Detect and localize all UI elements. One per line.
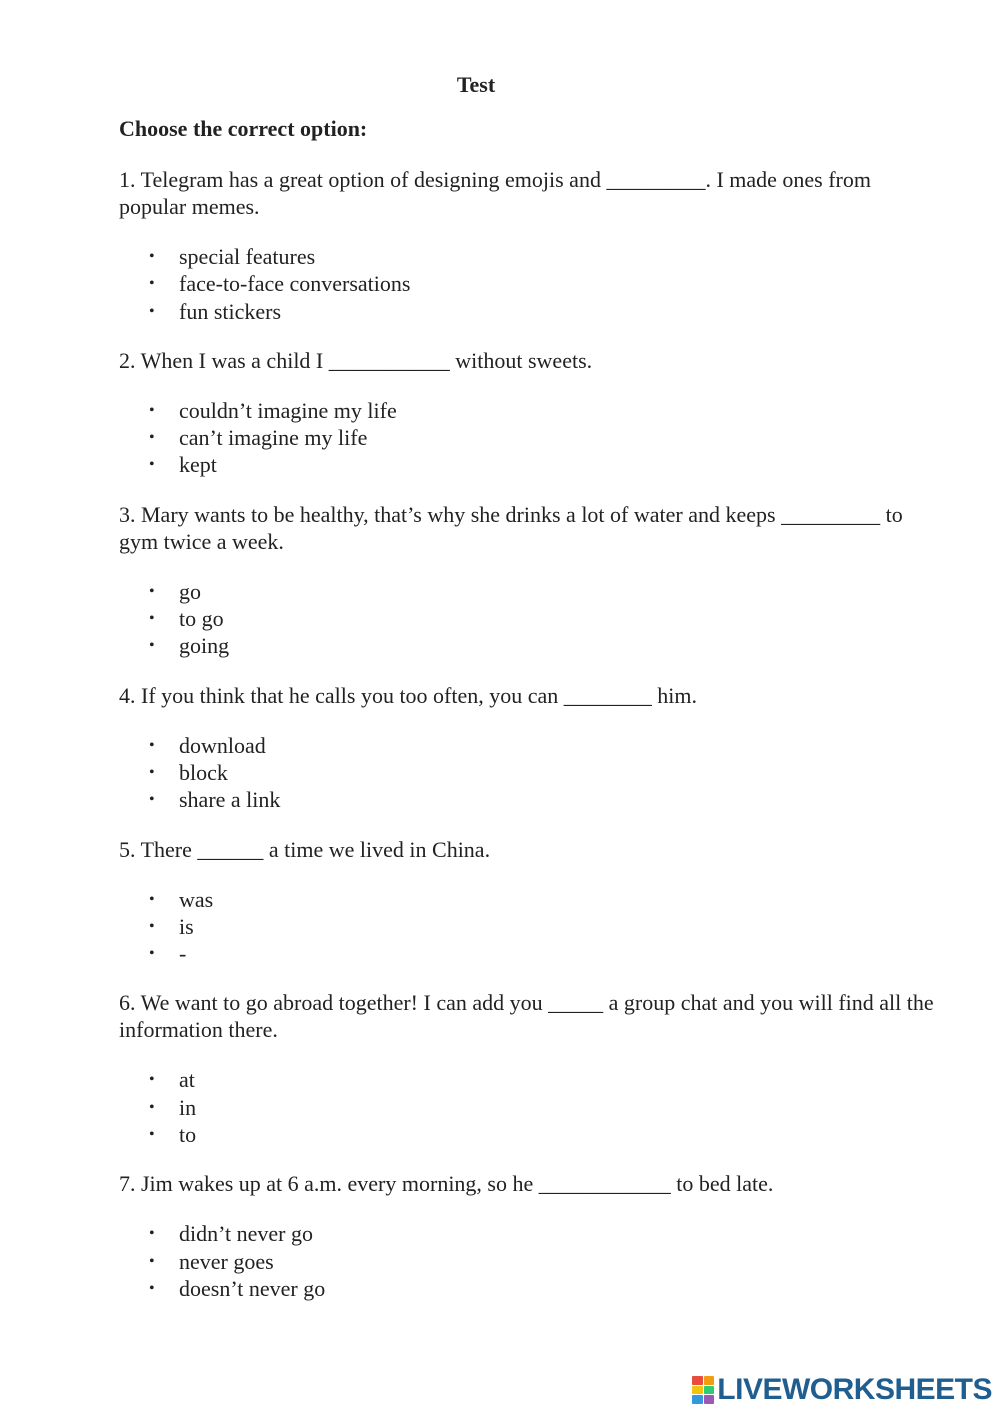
bullet-icon: • [149, 582, 155, 600]
option-item[interactable] [119, 759, 939, 786]
option-item[interactable] [119, 1121, 939, 1148]
option-label: fun stickers [179, 298, 282, 324]
question-text: 6. We want to go abroad together! I can add you _____ a group chat and you will find all the information there. [119, 990, 934, 1043]
logo-cell [704, 1386, 715, 1395]
logo-cell [704, 1395, 715, 1404]
option-item[interactable] [119, 1275, 939, 1302]
option-item[interactable] [119, 298, 939, 325]
option-label: go [179, 578, 201, 604]
bullet-icon: • [149, 637, 155, 655]
option-item[interactable] [119, 940, 939, 967]
question-2 [119, 347, 939, 479]
question-text: 4. If you think that he calls you too often, you can ________ him. [119, 682, 698, 708]
bullet-icon: • [149, 890, 155, 908]
option-item[interactable] [119, 397, 939, 424]
option-item[interactable] [119, 451, 939, 478]
question-text: 1. Telegram has a great option of designing emojis and _________. I made ones from popular memes. [119, 167, 871, 219]
liveworksheets-logo-icon [692, 1376, 714, 1404]
question-4 [119, 682, 939, 814]
option-label: can’t imagine my life [179, 425, 368, 451]
bullet-icon: • [149, 302, 155, 320]
brand-name: LIVEWORKSHEETS [717, 1373, 992, 1406]
option-item[interactable] [119, 632, 939, 659]
logo-cell [692, 1395, 703, 1404]
bullet-icon: • [149, 1252, 155, 1270]
option-item[interactable] [119, 578, 939, 605]
bullet-icon: • [149, 1071, 155, 1089]
option-label: to go [179, 606, 224, 632]
question-text: 5. There ______ a time we lived in China. [119, 836, 491, 862]
option-list [119, 732, 939, 814]
bullet-icon: • [149, 917, 155, 935]
bullet-icon: • [149, 1126, 155, 1144]
bullet-icon: • [149, 945, 155, 963]
question-6 [119, 989, 939, 1148]
option-list [119, 1220, 939, 1302]
logo-cell [692, 1376, 703, 1385]
option-label: share a link [179, 787, 281, 813]
option-label: to [179, 1122, 197, 1148]
page-title: Test [456, 72, 496, 97]
option-label: special features [179, 244, 316, 269]
question-text: 2. When I was a child I ___________ without sweets. [119, 347, 593, 373]
bullet-icon: • [149, 610, 155, 628]
option-list [119, 1066, 939, 1148]
logo-cell [692, 1386, 703, 1395]
option-label: face-to-face conversations [179, 271, 411, 297]
option-item[interactable] [119, 913, 939, 940]
option-item[interactable] [119, 732, 939, 759]
bullet-icon: • [149, 1098, 155, 1116]
option-list [119, 886, 939, 968]
option-list [119, 243, 939, 325]
option-label: couldn’t imagine my life [179, 397, 397, 423]
option-item[interactable] [119, 1094, 939, 1121]
question-3 [119, 501, 939, 660]
option-label: - [179, 941, 187, 967]
bullet-icon: • [149, 763, 155, 781]
question-list [119, 166, 939, 1302]
option-label: is [179, 913, 194, 939]
option-item[interactable] [119, 886, 939, 913]
option-label: going [179, 633, 230, 659]
bullet-icon: • [149, 275, 155, 293]
option-label: block [179, 759, 228, 785]
bullet-icon: • [149, 736, 155, 754]
option-label: kept [179, 452, 217, 478]
instruction-text: Choose the correct option: [119, 116, 368, 141]
logo-cell [704, 1376, 715, 1385]
option-item[interactable] [119, 786, 939, 813]
option-item[interactable] [119, 1220, 939, 1247]
option-item[interactable] [119, 1248, 939, 1275]
question-7 [119, 1170, 939, 1302]
option-label: at [179, 1067, 195, 1093]
option-label: download [179, 732, 266, 758]
option-item[interactable] [119, 270, 939, 297]
option-label: in [179, 1094, 197, 1120]
option-label: was [179, 886, 214, 912]
option-label: never goes [179, 1248, 274, 1274]
question-1 [119, 166, 939, 325]
bullet-icon: • [149, 1225, 155, 1243]
bullet-icon: • [149, 248, 155, 265]
option-list [119, 578, 939, 660]
option-item[interactable] [119, 424, 939, 451]
option-item[interactable] [119, 605, 939, 632]
liveworksheets-brand[interactable] [692, 1373, 992, 1407]
question-text: 3. Mary wants to be healthy, that’s why she drinks a lot of water and keeps _________ to gym twice a week. [119, 501, 903, 554]
bullet-icon: • [149, 791, 155, 809]
bullet-icon: • [149, 429, 155, 447]
option-label: didn’t never go [179, 1221, 314, 1247]
bullet-icon: • [149, 401, 155, 419]
bullet-icon: • [149, 456, 155, 474]
bullet-icon: • [149, 1279, 155, 1297]
question-5 [119, 836, 939, 968]
option-item[interactable] [119, 243, 939, 270]
question-text: 7. Jim wakes up at 6 a.m. every morning, so he ____________ to bed late. [119, 1171, 774, 1197]
option-item[interactable] [119, 1066, 939, 1093]
option-label: doesn’t never go [179, 1275, 326, 1301]
option-list [119, 397, 939, 479]
